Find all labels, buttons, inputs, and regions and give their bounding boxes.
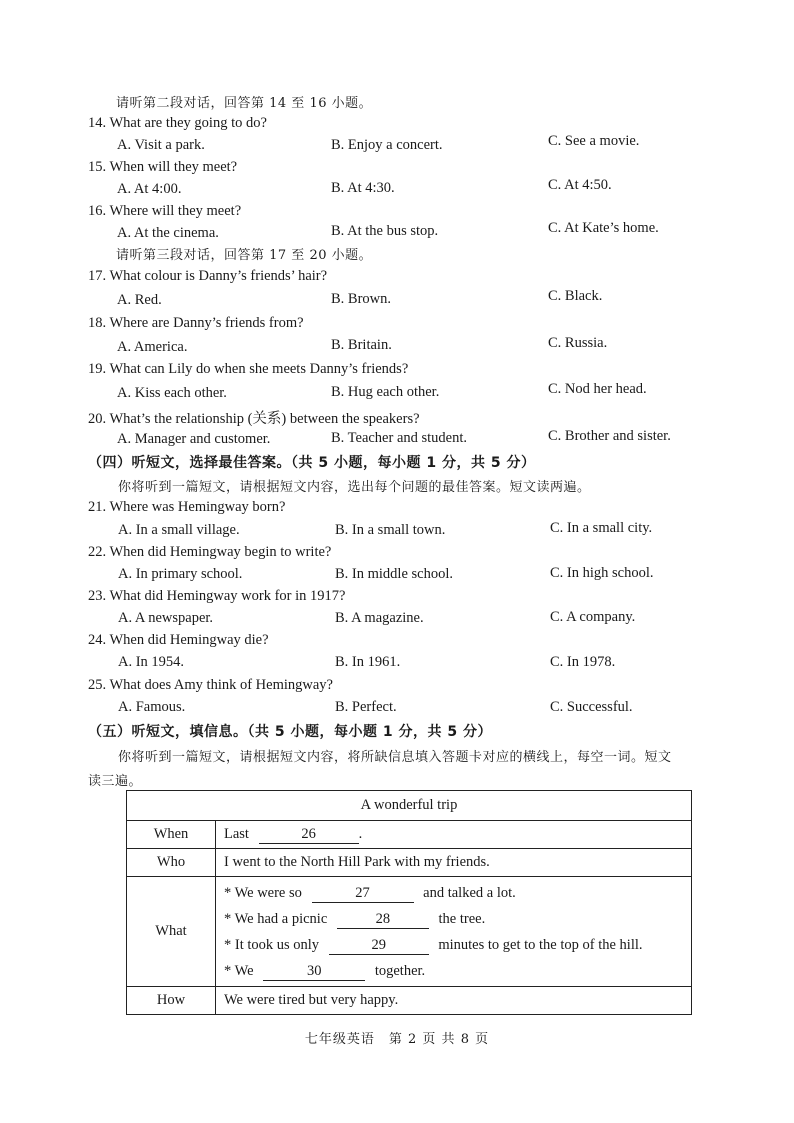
what-line-prefix: * It took us only [224, 936, 320, 953]
who-text: I went to the North Hill Park with my friends. [216, 849, 692, 877]
question-text: 21. Where was Hemingway born? [88, 499, 286, 515]
question-text: 22. When did Hemingway begin to write? [88, 544, 332, 560]
option-c: C. At 4:50. [548, 177, 612, 193]
who-label: Who [127, 849, 216, 877]
table-row-how [127, 987, 692, 1015]
option-a: A. America. [117, 339, 188, 355]
when-suffix: . [358, 826, 363, 842]
answer-blank-29: 29 [329, 936, 429, 955]
option-a: A. In 1954. [118, 654, 185, 670]
option-c: C. See a movie. [548, 133, 640, 149]
option-a: A. Famous. [118, 699, 186, 715]
option-a: A. In primary school. [118, 566, 243, 582]
how-label: How [127, 987, 216, 1015]
option-b: B. Brown. [331, 291, 392, 307]
option-b: B. Hug each other. [331, 384, 440, 400]
option-b: B. Enjoy a concert. [331, 137, 443, 153]
question-text: 15. When will they meet? [88, 159, 238, 175]
question-text: 23. What did Hemingway work for in 1917? [88, 588, 346, 604]
what-line-suffix: and talked a lot. [423, 884, 516, 901]
what-line-29 [224, 932, 691, 958]
section-5-instruction-line1: 你将听到一篇短文，请根据短文内容，将所缺信息填入答题卡对应的横线上，每空一词。短文 [118, 750, 672, 765]
option-a: A. Red. [117, 292, 162, 308]
option-b: B. A magazine. [335, 610, 424, 626]
what-line-suffix: together. [374, 962, 426, 979]
table-row-who [127, 849, 692, 877]
question-text: 24. When did Hemingway die? [88, 632, 269, 648]
option-c: C. Brother and sister. [548, 428, 671, 444]
option-a: A. Kiss each other. [117, 385, 227, 401]
option-b: B. In middle school. [335, 566, 454, 582]
option-c: C. Nod her head. [548, 381, 647, 397]
section-5-heading: （五）听短文，填信息。（共 5 小题，每小题 1 分，共 5 分） [88, 724, 492, 740]
answer-blank-28: 28 [337, 910, 429, 929]
option-b: B. In a small town. [335, 522, 446, 538]
answer-blank-30: 30 [263, 962, 365, 981]
table-title: A wonderful trip [127, 791, 692, 821]
option-c: C. At Kate’s home. [548, 220, 659, 236]
what-line-27 [224, 880, 691, 906]
how-text: We were tired but very happy. [216, 987, 692, 1015]
option-c: C. In 1978. [550, 654, 616, 670]
what-cell [216, 877, 692, 987]
question-text: 14. What are they going to do? [88, 115, 267, 131]
option-b: B. At the bus stop. [331, 223, 439, 239]
question-text: 25. What does Amy think of Hemingway? [88, 677, 333, 693]
when-cell [216, 821, 692, 849]
option-c: C. In high school. [550, 565, 654, 581]
when-prefix: Last [224, 826, 249, 842]
section-4-instruction: 你将听到一篇短文，请根据短文内容，选出每个问题的最佳答案。短文读两遍。 [118, 480, 591, 495]
option-c: C. A company. [550, 609, 636, 625]
question-text: 16. Where will they meet? [88, 203, 242, 219]
what-line-suffix: the tree. [438, 910, 486, 927]
page-footer: 七年级英语 第 2 页 共 8 页 [304, 1032, 490, 1047]
option-b: B. Britain. [331, 337, 392, 353]
answer-blank-26: 26 [259, 825, 359, 844]
question-text: 18. Where are Danny’s friends from? [88, 315, 304, 331]
trip-info-table [126, 790, 692, 1015]
instruction-dialogue-2: 请听第二段对话，回答第 14 至 16 小题。 [116, 96, 373, 111]
option-c: C. Black. [548, 288, 603, 304]
option-b: B. Teacher and student. [331, 430, 468, 446]
option-b: B. Perfect. [335, 699, 397, 715]
when-label: When [127, 821, 216, 849]
question-text: 20. What’s the relationship (关系) between the speakers? [88, 411, 420, 427]
table-row-what [127, 877, 692, 987]
question-text: 17. What colour is Danny’s friends’ hair? [88, 268, 328, 284]
what-line-prefix: * We were so [224, 884, 302, 901]
section-5-instruction-line2: 读三遍。 [88, 774, 143, 789]
what-line-30 [224, 958, 691, 984]
option-b: B. In 1961. [335, 654, 401, 670]
option-a: A. Manager and customer. [117, 431, 271, 447]
what-line-prefix: * We had a picnic [224, 910, 328, 927]
question-text: 19. What can Lily do when she meets Danny’s friends? [88, 361, 409, 377]
option-a: A. In a small village. [118, 522, 240, 538]
answer-blank-27: 27 [312, 884, 414, 903]
what-line-prefix: * We [224, 962, 254, 979]
option-b: B. At 4:30. [331, 180, 395, 196]
what-line-suffix: minutes to get to the top of the hill. [438, 936, 643, 953]
instruction-dialogue-3: 请听第三段对话，回答第 17 至 20 小题。 [116, 248, 373, 263]
table-row-when [127, 821, 692, 849]
what-line-28 [224, 906, 691, 932]
option-a: A. Visit a park. [117, 137, 205, 153]
option-a: A. At the cinema. [117, 225, 219, 241]
option-c: C. Successful. [550, 699, 633, 715]
section-4-heading: （四）听短文，选择最佳答案。（共 5 小题，每小题 1 分，共 5 分） [88, 455, 536, 471]
option-a: A. A newspaper. [118, 610, 214, 626]
option-c: C. In a small city. [550, 520, 653, 536]
option-c: C. Russia. [548, 335, 608, 351]
option-a: A. At 4:00. [117, 181, 182, 197]
what-label: What [127, 877, 216, 987]
